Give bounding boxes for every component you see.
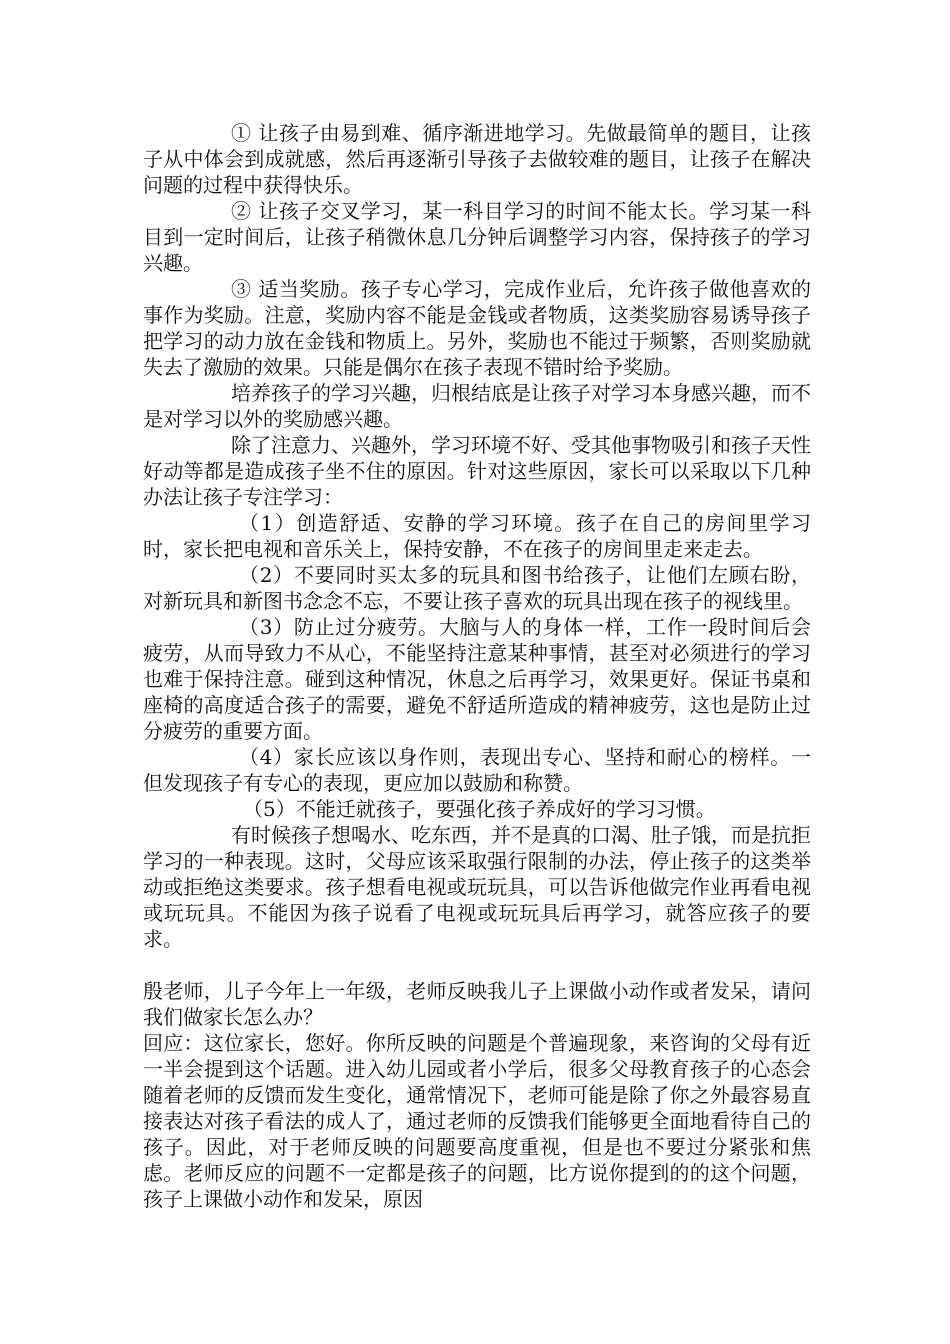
paragraph-tip-3: ③ 适当奖励。孩子专心学习，完成作业后，允许孩子做他喜欢的事作为奖励。注意，奖励内容不能是金钱或者物质，这类奖励容易诱导孩子把学习的动力放在金钱和物质上。另外，奖励也不能过于频繁，否则奖励就失去了激励的效果。只能是偶尔在孩子表现不错时给予奖励。 (143, 277, 811, 379)
paragraph-method-4: （4）家长应该以身作则，表现出专心、坚持和耐心的榜样。一但发现孩子有专心的表现，更应加以鼓励和称赞。 (143, 745, 811, 795)
paragraph-method-1: （1）创造舒适、安静的学习环境。孩子在自己的房间里学习时，家长把电视和音乐关上，保持安静，不在孩子的房间里走来走去。 (143, 511, 811, 561)
paragraph-tip-2: ② 让孩子交叉学习，某一科目学习的时间不能太长。学习某一科目到一定时间后，让孩子稍微休息几分钟后调整学习内容，保持孩子的学习兴趣。 (143, 199, 811, 275)
paragraph-method-2: （2）不要同时买太多的玩具和图书给孩子，让他们左顾右盼，对新玩具和新图书念念不忘，不要让孩子喜欢的玩具出现在孩子的视线里。 (143, 563, 811, 613)
paragraph-interest: 培养孩子的学习兴趣，归根结底是让孩子对学习本身感兴趣，而不是对学习以外的奖励感兴趣。 (143, 381, 811, 431)
paragraph-method-5: （5）不能迁就孩子，要强化孩子养成好的学习习惯。 (243, 797, 716, 821)
paragraph-method-3: （3）防止过分疲劳。大脑与人的身体一样，工作一段时间后会疲劳，从而导致力不从心，不能坚持注意某种事情，甚至对必须进行的学习也难于保持注意。碰到这种情况，休息之后再学习，效果更好。保证书桌和座椅的高度适合孩子的需要，避免不舒适所造成的精神疲劳，这也是防止过分疲劳的重要方面。 (143, 615, 811, 743)
document-body (143, 120, 811, 1212)
paragraph-tip-1: ① 让孩子由易到难、循序渐进地学习。先做最简单的题目，让孩子从中体会到成就感，然后再逐渐引导孩子去做较难的题目，让孩子在解决问题的过程中获得快乐。 (143, 121, 811, 197)
paragraph-gap (143, 952, 811, 978)
paragraph-restrict: 有时候孩子想喝水、吃东西，并不是真的口渴、肚子饿，而是抗拒学习的一种表现。这时，父母应该采取强行限制的办法，停止孩子的这类举动或拒绝这类要求。孩子想看电视或玩玩具，可以告诉他做完作业再看电视或玩玩具。不能因为孩子说看了电视或玩玩具后再学习，就答应孩子的要求。 (143, 823, 811, 951)
question-paragraph: 殷老师，儿子今年上一年级，老师反映我儿子上课做小动作或者发呆，请问我们做家长怎么办？ (143, 979, 811, 1029)
paragraph-causes: 除了注意力、兴趣外，学习环境不好、受其他事物吸引和孩子天性好动等都是造成孩子坐不住的原因。针对这些原因，家长可以采取以下几种办法让孩子专注学习： (143, 433, 811, 509)
answer-paragraph: 回应：这位家长，您好。你所反映的问题是个普遍现象，来咨询的父母有近一半会提到这个话题。进入幼儿园或者小学后，很多父母教育孩子的心态会随着老师的反馈而发生变化，通常情况下，老师可能是除了你之外最容易直接表达对孩子看法的成人了，通过老师的反馈我们能够更全面地看待自己的孩子。因此，对于老师反映的问题要高度重视，但是也不要过分紧张和焦虑。老师反应的问题不一定都是孩子的问题，比方说你提到的的这个问题，孩子上课做小动作和发呆，原因 (143, 1031, 811, 1211)
